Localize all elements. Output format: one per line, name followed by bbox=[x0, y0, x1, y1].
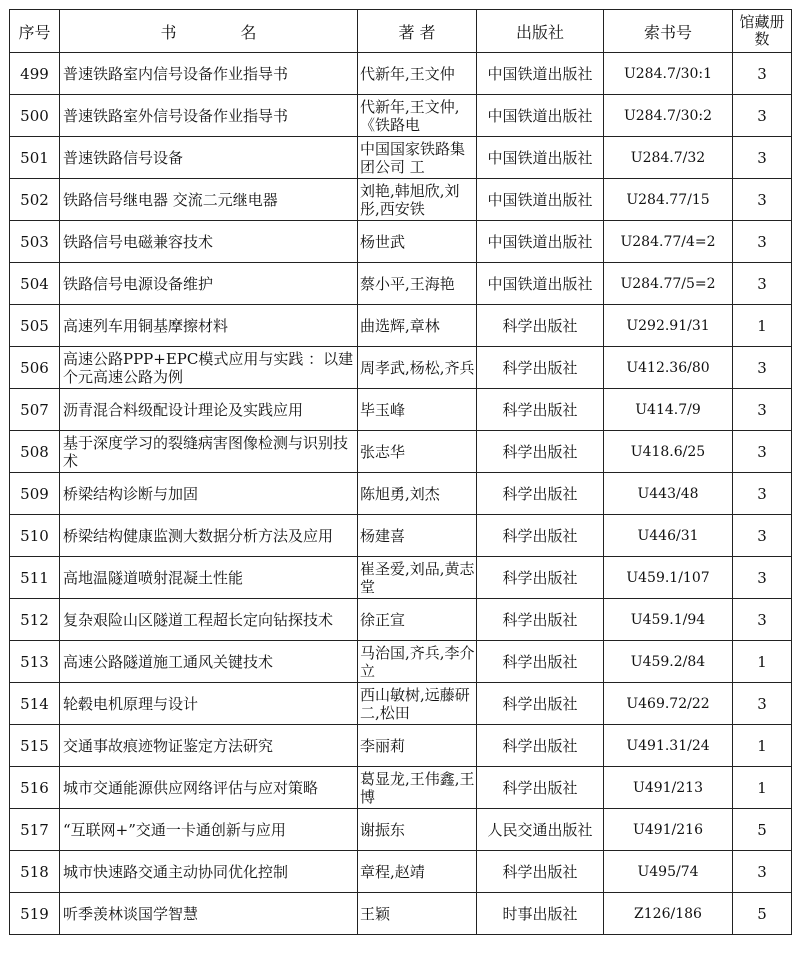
cell-publisher bbox=[477, 725, 604, 767]
cell-copies-text: 3 bbox=[757, 484, 767, 503]
cell-author-text: 周孝武,杨松,齐兵 bbox=[360, 358, 475, 377]
cell-publisher-text: 科学出版社 bbox=[502, 569, 578, 587]
cell-seq-text: 508 bbox=[20, 442, 49, 461]
cell-author bbox=[358, 893, 477, 935]
cell-publisher bbox=[477, 599, 604, 641]
cell-copies bbox=[733, 179, 792, 221]
cell-seq bbox=[10, 53, 60, 95]
cell-seq-text: 512 bbox=[20, 610, 49, 629]
cell-title-text: 沥青混合料级配设计理论及实践应用 bbox=[63, 400, 304, 419]
table-row bbox=[10, 725, 792, 767]
cell-seq bbox=[10, 557, 60, 599]
table-row bbox=[10, 221, 792, 263]
table-row bbox=[10, 263, 792, 305]
cell-author bbox=[358, 683, 477, 725]
cell-author bbox=[358, 431, 477, 473]
cell-copies-text: 3 bbox=[757, 148, 767, 167]
cell-author bbox=[358, 515, 477, 557]
table-row bbox=[10, 767, 792, 809]
cell-author-text: 曲选辉,章林 bbox=[360, 316, 440, 335]
cell-call-number-text: U284.77/5=2 bbox=[620, 275, 716, 292]
header-title-right: 名 bbox=[240, 22, 257, 42]
cell-publisher-text: 科学出版社 bbox=[502, 737, 578, 755]
cell-title bbox=[60, 305, 358, 347]
cell-title bbox=[60, 767, 358, 809]
cell-copies-text: 1 bbox=[757, 652, 767, 671]
cell-call-number bbox=[604, 851, 733, 893]
cell-author-text: 蔡小平,王海艳 bbox=[360, 274, 455, 293]
cell-title-text: 桥梁结构诊断与加固 bbox=[63, 484, 199, 503]
table-row bbox=[10, 893, 792, 935]
cell-copies-text: 5 bbox=[757, 820, 767, 839]
cell-title bbox=[60, 599, 358, 641]
cell-call-number bbox=[604, 179, 733, 221]
cell-call-number bbox=[604, 767, 733, 809]
cell-publisher-text: 中国铁道出版社 bbox=[487, 107, 593, 125]
cell-copies bbox=[733, 53, 792, 95]
cell-copies-text: 3 bbox=[757, 862, 767, 881]
cell-copies bbox=[733, 809, 792, 851]
cell-seq-text: 509 bbox=[20, 484, 49, 503]
cell-seq bbox=[10, 725, 60, 767]
cell-seq-text: 505 bbox=[20, 316, 49, 335]
cell-publisher-text: 时事出版社 bbox=[502, 905, 578, 923]
cell-copies bbox=[733, 767, 792, 809]
cell-seq bbox=[10, 305, 60, 347]
table-row bbox=[10, 389, 792, 431]
cell-copies-text: 3 bbox=[757, 694, 767, 713]
cell-call-number-text: U459.1/94 bbox=[630, 611, 706, 628]
cell-copies bbox=[733, 851, 792, 893]
cell-publisher-text: 科学出版社 bbox=[502, 863, 578, 881]
cell-call-number-text: U459.1/107 bbox=[626, 569, 710, 586]
header-copies: 馆藏册数 bbox=[733, 10, 792, 53]
cell-title bbox=[60, 95, 358, 137]
cell-seq bbox=[10, 515, 60, 557]
cell-author-text: 崔圣爱,刘品,黄志堂 bbox=[360, 559, 475, 596]
cell-copies bbox=[733, 347, 792, 389]
cell-call-number bbox=[604, 53, 733, 95]
table-row bbox=[10, 305, 792, 347]
cell-title bbox=[60, 431, 358, 473]
cell-author bbox=[358, 851, 477, 893]
cell-title-text: 桥梁结构健康监测大数据分析方法及应用 bbox=[63, 526, 334, 545]
cell-publisher-text: 科学出版社 bbox=[502, 359, 578, 377]
cell-title bbox=[60, 347, 358, 389]
cell-call-number-text: U284.7/32 bbox=[630, 149, 706, 166]
table-row bbox=[10, 599, 792, 641]
cell-call-number-text: U491/216 bbox=[633, 821, 703, 838]
cell-call-number-text: U469.72/22 bbox=[626, 695, 710, 712]
cell-title bbox=[60, 683, 358, 725]
cell-title bbox=[60, 53, 358, 95]
cell-seq-text: 514 bbox=[20, 694, 49, 713]
cell-author bbox=[358, 347, 477, 389]
cell-publisher bbox=[477, 557, 604, 599]
cell-seq-text: 507 bbox=[20, 400, 49, 419]
cell-author-text: 李丽莉 bbox=[360, 736, 406, 755]
cell-copies-text: 1 bbox=[757, 736, 767, 755]
cell-publisher-text: 科学出版社 bbox=[502, 695, 578, 713]
cell-title-text: 铁路信号电磁兼容技术 bbox=[63, 232, 214, 251]
table-row bbox=[10, 347, 792, 389]
cell-seq-text: 506 bbox=[20, 358, 49, 377]
cell-seq-text: 511 bbox=[20, 568, 49, 587]
cell-seq-text: 499 bbox=[20, 64, 49, 83]
cell-title-text: “互联网+”交通一卡通创新与应用 bbox=[63, 820, 286, 839]
cell-seq-text: 503 bbox=[20, 232, 49, 251]
cell-publisher-text: 中国铁道出版社 bbox=[487, 233, 593, 251]
cell-publisher bbox=[477, 179, 604, 221]
cell-title bbox=[60, 725, 358, 767]
cell-publisher-text: 中国铁道出版社 bbox=[487, 149, 593, 167]
cell-seq-text: 516 bbox=[20, 778, 49, 797]
cell-title bbox=[60, 893, 358, 935]
cell-publisher-text: 中国铁道出版社 bbox=[487, 191, 593, 209]
cell-copies-text: 3 bbox=[757, 274, 767, 293]
cell-author bbox=[358, 809, 477, 851]
table-row bbox=[10, 179, 792, 221]
cell-title-text: 普速铁路信号设备 bbox=[63, 148, 184, 167]
cell-title bbox=[60, 137, 358, 179]
cell-author bbox=[358, 221, 477, 263]
table-row bbox=[10, 53, 792, 95]
cell-publisher bbox=[477, 389, 604, 431]
cell-author-text: 刘艳,韩旭欣,刘彤,西安铁 bbox=[360, 181, 460, 218]
cell-publisher bbox=[477, 137, 604, 179]
cell-title-text: 普速铁路室内信号设备作业指导书 bbox=[63, 64, 289, 83]
cell-title-text: 轮毂电机原理与设计 bbox=[63, 694, 199, 713]
cell-title-text: 基于深度学习的裂缝病害图像检测与识别技术 bbox=[63, 433, 349, 470]
cell-seq bbox=[10, 851, 60, 893]
cell-copies bbox=[733, 683, 792, 725]
cell-author-text: 徐正宣 bbox=[360, 610, 406, 629]
cell-call-number-text: U292.91/31 bbox=[626, 317, 710, 334]
cell-publisher-text: 科学出版社 bbox=[502, 779, 578, 797]
cell-title-text: 交通事故痕迹物证鉴定方法研究 bbox=[63, 736, 274, 755]
cell-call-number bbox=[604, 95, 733, 137]
cell-seq bbox=[10, 893, 60, 935]
cell-copies bbox=[733, 389, 792, 431]
cell-title bbox=[60, 389, 358, 431]
cell-author-text: 王颖 bbox=[360, 904, 391, 923]
cell-seq-text: 500 bbox=[20, 106, 49, 125]
cell-call-number-text: U284.7/30:1 bbox=[623, 65, 713, 82]
cell-call-number bbox=[604, 515, 733, 557]
cell-title-text: 城市交通能源供应网络评估与应对策略 bbox=[63, 778, 319, 797]
cell-copies bbox=[733, 515, 792, 557]
cell-call-number-text: U446/31 bbox=[637, 527, 699, 544]
cell-publisher-text: 科学出版社 bbox=[502, 653, 578, 671]
cell-copies bbox=[733, 95, 792, 137]
cell-title bbox=[60, 473, 358, 515]
cell-title bbox=[60, 557, 358, 599]
cell-title-text: 高地温隧道喷射混凝土性能 bbox=[63, 568, 244, 587]
table-row bbox=[10, 557, 792, 599]
cell-call-number bbox=[604, 389, 733, 431]
cell-seq bbox=[10, 137, 60, 179]
cell-copies bbox=[733, 473, 792, 515]
cell-copies-text: 3 bbox=[757, 358, 767, 377]
cell-publisher bbox=[477, 641, 604, 683]
cell-publisher bbox=[477, 431, 604, 473]
table-header-row bbox=[10, 10, 792, 53]
cell-publisher-text: 科学出版社 bbox=[502, 527, 578, 545]
cell-copies bbox=[733, 599, 792, 641]
header-title-left: 书 bbox=[160, 22, 177, 42]
cell-call-number bbox=[604, 473, 733, 515]
header-publisher: 出版社 bbox=[477, 10, 604, 53]
cell-call-number-text: U495/74 bbox=[637, 863, 699, 880]
cell-seq-text: 517 bbox=[20, 820, 49, 839]
cell-copies bbox=[733, 893, 792, 935]
cell-copies-text: 5 bbox=[757, 904, 767, 923]
book-catalog-sheet bbox=[9, 9, 791, 935]
cell-author-text: 西山敏树,远藤研二,松田 bbox=[360, 685, 470, 722]
cell-seq bbox=[10, 221, 60, 263]
cell-publisher bbox=[477, 515, 604, 557]
cell-author bbox=[358, 641, 477, 683]
cell-title-text: 高速公路PPP+EPC模式应用与实践 ：以建个元高速公路为例 bbox=[63, 349, 354, 386]
cell-seq-text: 519 bbox=[20, 904, 49, 923]
cell-copies bbox=[733, 263, 792, 305]
cell-copies bbox=[733, 137, 792, 179]
table-row bbox=[10, 431, 792, 473]
cell-call-number-text: U418.6/25 bbox=[630, 443, 706, 460]
cell-call-number bbox=[604, 137, 733, 179]
table-row bbox=[10, 473, 792, 515]
cell-call-number bbox=[604, 557, 733, 599]
cell-seq-text: 504 bbox=[20, 274, 49, 293]
cell-call-number-text: U284.7/30:2 bbox=[623, 107, 713, 124]
cell-title-text: 铁路信号继电器 交流二元继电器 bbox=[63, 190, 278, 209]
table-row bbox=[10, 851, 792, 893]
cell-copies bbox=[733, 557, 792, 599]
cell-publisher-text: 中国铁道出版社 bbox=[487, 275, 593, 293]
cell-copies-text: 1 bbox=[757, 778, 767, 797]
cell-call-number bbox=[604, 641, 733, 683]
cell-publisher bbox=[477, 221, 604, 263]
cell-call-number-text: U491.31/24 bbox=[626, 737, 710, 754]
cell-author-text: 陈旭勇,刘杰 bbox=[360, 484, 440, 503]
cell-seq-text: 518 bbox=[20, 862, 49, 881]
cell-seq-text: 515 bbox=[20, 736, 49, 755]
cell-call-number-text: U284.77/4=2 bbox=[620, 233, 716, 250]
cell-author-text: 杨世武 bbox=[360, 232, 406, 251]
cell-copies-text: 3 bbox=[757, 106, 767, 125]
cell-title bbox=[60, 179, 358, 221]
cell-seq bbox=[10, 389, 60, 431]
cell-author-text: 杨建喜 bbox=[360, 526, 406, 545]
cell-copies-text: 3 bbox=[757, 526, 767, 545]
cell-publisher bbox=[477, 809, 604, 851]
cell-publisher-text: 中国铁道出版社 bbox=[487, 65, 593, 83]
cell-call-number bbox=[604, 893, 733, 935]
cell-copies-text: 3 bbox=[757, 190, 767, 209]
cell-call-number bbox=[604, 263, 733, 305]
cell-call-number-text: Z126/186 bbox=[634, 905, 702, 922]
cell-publisher bbox=[477, 347, 604, 389]
cell-title-text: 城市快速路交通主动协同优化控制 bbox=[63, 862, 289, 881]
cell-call-number-text: U491/213 bbox=[633, 779, 703, 796]
cell-call-number bbox=[604, 221, 733, 263]
cell-title bbox=[60, 263, 358, 305]
cell-seq-text: 513 bbox=[20, 652, 49, 671]
table-row bbox=[10, 641, 792, 683]
cell-publisher bbox=[477, 683, 604, 725]
cell-title-text: 高速公路隧道施工通风关键技术 bbox=[63, 652, 274, 671]
cell-seq bbox=[10, 641, 60, 683]
cell-publisher-text: 科学出版社 bbox=[502, 443, 578, 461]
cell-author bbox=[358, 95, 477, 137]
cell-author-text: 葛显龙,王伟鑫,王博 bbox=[360, 769, 475, 806]
cell-author bbox=[358, 473, 477, 515]
cell-author-text: 毕玉峰 bbox=[360, 400, 406, 419]
cell-seq bbox=[10, 683, 60, 725]
cell-seq bbox=[10, 809, 60, 851]
cell-title bbox=[60, 809, 358, 851]
cell-publisher bbox=[477, 305, 604, 347]
cell-title-text: 铁路信号电源设备维护 bbox=[63, 274, 214, 293]
cell-author bbox=[358, 179, 477, 221]
table-row bbox=[10, 95, 792, 137]
cell-call-number bbox=[604, 599, 733, 641]
cell-author-text: 代新年,王文仲,《铁路电 bbox=[360, 97, 460, 134]
cell-publisher-text: 科学出版社 bbox=[502, 485, 578, 503]
cell-publisher bbox=[477, 53, 604, 95]
cell-title bbox=[60, 515, 358, 557]
cell-seq-text: 501 bbox=[20, 148, 49, 167]
cell-call-number bbox=[604, 809, 733, 851]
cell-publisher-text: 人民交通出版社 bbox=[487, 821, 593, 839]
cell-title-text: 普速铁路室外信号设备作业指导书 bbox=[63, 106, 289, 125]
cell-copies-text: 3 bbox=[757, 232, 767, 251]
cell-publisher bbox=[477, 473, 604, 515]
cell-seq bbox=[10, 263, 60, 305]
cell-call-number-text: U284.77/15 bbox=[626, 191, 710, 208]
cell-publisher bbox=[477, 767, 604, 809]
cell-copies-text: 3 bbox=[757, 610, 767, 629]
cell-author bbox=[358, 557, 477, 599]
cell-seq bbox=[10, 767, 60, 809]
cell-author-text: 章程,赵靖 bbox=[360, 862, 425, 881]
cell-title-text: 复杂艰险山区隧道工程超长定向钻探技术 bbox=[63, 610, 334, 629]
cell-publisher bbox=[477, 95, 604, 137]
cell-publisher bbox=[477, 263, 604, 305]
cell-call-number bbox=[604, 347, 733, 389]
cell-author bbox=[358, 137, 477, 179]
cell-call-number-text: U459.2/84 bbox=[630, 653, 706, 670]
cell-author bbox=[358, 599, 477, 641]
cell-author-text: 马治国,齐兵,李介立 bbox=[360, 643, 475, 680]
cell-author bbox=[358, 53, 477, 95]
cell-copies bbox=[733, 641, 792, 683]
cell-author bbox=[358, 263, 477, 305]
cell-author-text: 代新年,王文仲 bbox=[360, 64, 455, 83]
cell-call-number bbox=[604, 305, 733, 347]
cell-copies bbox=[733, 431, 792, 473]
cell-seq-text: 502 bbox=[20, 190, 49, 209]
cell-title-text: 高速列车用铜基摩擦材料 bbox=[63, 316, 229, 335]
header-call-number: 索书号 bbox=[604, 10, 733, 53]
cell-publisher-text: 科学出版社 bbox=[502, 611, 578, 629]
cell-call-number bbox=[604, 431, 733, 473]
cell-copies bbox=[733, 725, 792, 767]
cell-publisher bbox=[477, 851, 604, 893]
table-row bbox=[10, 515, 792, 557]
table-row bbox=[10, 809, 792, 851]
cell-title bbox=[60, 221, 358, 263]
cell-author bbox=[358, 305, 477, 347]
cell-title bbox=[60, 641, 358, 683]
cell-call-number-text: U443/48 bbox=[637, 485, 699, 502]
cell-copies-text: 1 bbox=[757, 316, 767, 335]
cell-title bbox=[60, 851, 358, 893]
cell-call-number bbox=[604, 683, 733, 725]
cell-author-text: 谢振东 bbox=[360, 820, 406, 839]
cell-call-number bbox=[604, 725, 733, 767]
cell-copies-text: 3 bbox=[757, 568, 767, 587]
cell-publisher bbox=[477, 893, 604, 935]
cell-copies bbox=[733, 221, 792, 263]
cell-author bbox=[358, 389, 477, 431]
cell-author-text: 张志华 bbox=[360, 442, 406, 461]
cell-copies-text: 3 bbox=[757, 442, 767, 461]
table-row bbox=[10, 137, 792, 179]
cell-author bbox=[358, 725, 477, 767]
table-row bbox=[10, 683, 792, 725]
header-author: 著 者 bbox=[358, 10, 477, 53]
header-seq: 序号 bbox=[10, 10, 60, 53]
cell-author-text: 中国国家铁路集团公司 工 bbox=[360, 139, 466, 176]
table-body bbox=[10, 53, 792, 935]
book-catalog-table bbox=[9, 9, 792, 935]
cell-seq bbox=[10, 347, 60, 389]
cell-title-text: 听季羡林谈国学智慧 bbox=[63, 904, 199, 923]
cell-seq bbox=[10, 95, 60, 137]
cell-author bbox=[358, 767, 477, 809]
cell-publisher-text: 科学出版社 bbox=[502, 401, 578, 419]
cell-seq bbox=[10, 599, 60, 641]
cell-seq-text: 510 bbox=[20, 526, 49, 545]
cell-seq bbox=[10, 179, 60, 221]
cell-call-number-text: U414.7/9 bbox=[635, 401, 701, 418]
cell-copies-text: 3 bbox=[757, 400, 767, 419]
cell-seq bbox=[10, 431, 60, 473]
cell-seq bbox=[10, 473, 60, 515]
cell-copies bbox=[733, 305, 792, 347]
header-title bbox=[60, 10, 358, 53]
cell-publisher-text: 科学出版社 bbox=[502, 317, 578, 335]
cell-copies-text: 3 bbox=[757, 64, 767, 83]
cell-call-number-text: U412.36/80 bbox=[626, 359, 710, 376]
